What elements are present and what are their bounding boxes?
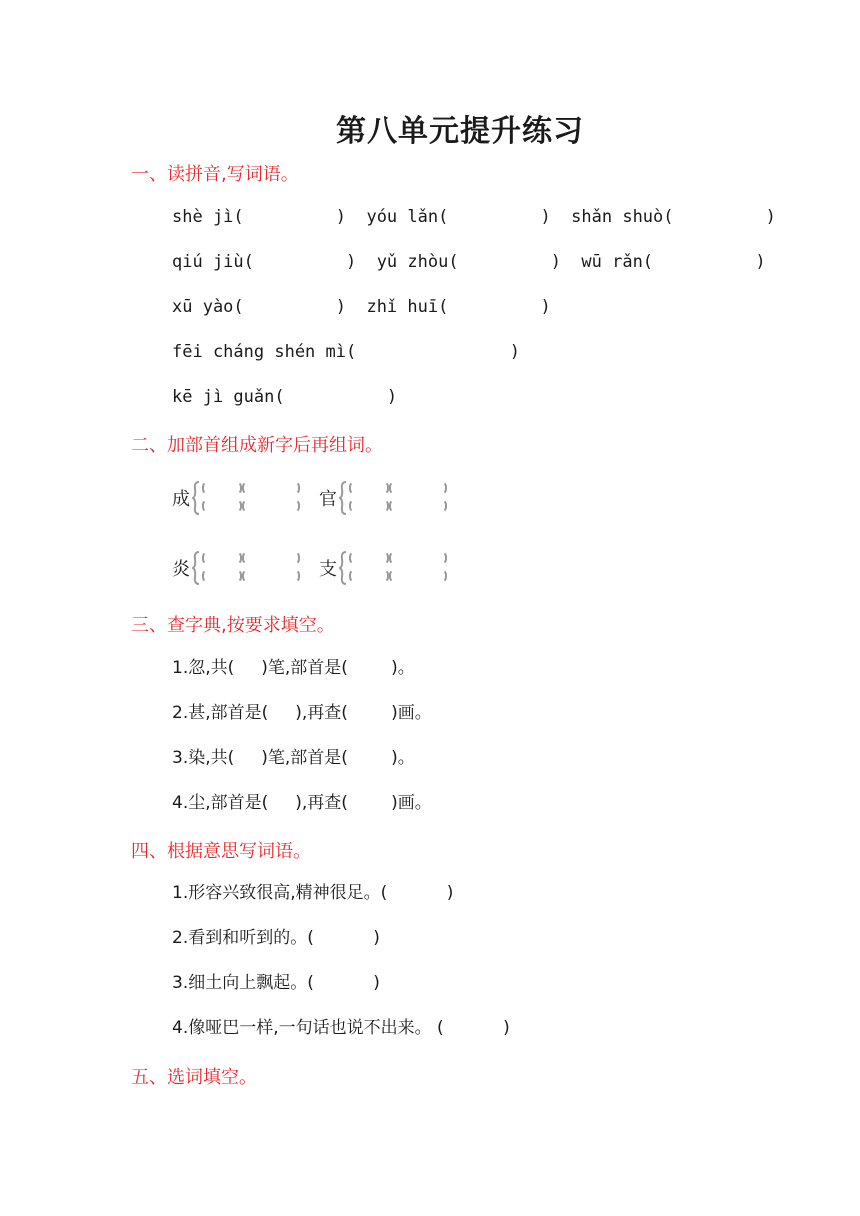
word-blank[interactable] xyxy=(242,481,300,497)
dictionary-question-2: 2.甚,部首是( ),再查( )画。 xyxy=(172,703,432,723)
word-blank[interactable] xyxy=(242,551,300,567)
radical-group-1 xyxy=(172,476,300,520)
dictionary-question-1: 1.忽,共( )笔,部首是( )。 xyxy=(172,658,415,678)
radical-blank[interactable] xyxy=(202,499,242,515)
radical-group-3 xyxy=(172,546,300,590)
radical-blank[interactable] xyxy=(349,569,389,585)
word-blank[interactable] xyxy=(389,499,447,515)
section-heading-4: 四、根据意思写词语。 xyxy=(131,841,311,862)
section-heading-5: 五、选词填空。 xyxy=(131,1067,257,1088)
meaning-question-1: 1.形容兴致很高,精神很足。( ) xyxy=(172,883,454,903)
base-character: 支 xyxy=(319,559,337,580)
pinyin-line-1: shè jì( ) yóu lǎn( ) shǎn shuò( ) xyxy=(172,207,776,227)
brace-icon xyxy=(339,481,347,515)
radical-group-2 xyxy=(319,476,447,520)
section-heading-2: 二、加部首组成新字后再组词。 xyxy=(131,435,383,456)
section-heading-1: 一、读拼音,写词语。 xyxy=(131,164,299,185)
meaning-question-3: 3.细土向上飘起。( ) xyxy=(172,973,380,993)
pinyin-line-3: xū yào( ) zhǐ huī( ) xyxy=(172,297,551,317)
radical-blank[interactable] xyxy=(349,499,389,515)
base-character: 官 xyxy=(319,489,337,510)
meaning-question-4: 4.像哑巴一样,一句话也说不出来。 ( ) xyxy=(172,1018,510,1038)
pinyin-line-5: kē jì guǎn( ) xyxy=(172,387,398,407)
meaning-question-2: 2.看到和听到的。( ) xyxy=(172,928,380,948)
brace-icon xyxy=(192,551,200,585)
radical-blank[interactable] xyxy=(202,481,242,497)
word-blank[interactable] xyxy=(389,551,447,567)
brace-icon xyxy=(339,551,347,585)
radical-blank[interactable] xyxy=(349,481,389,497)
radical-blank[interactable] xyxy=(202,551,242,567)
word-blank[interactable] xyxy=(242,499,300,515)
base-character: 成 xyxy=(172,489,190,510)
radical-group-4 xyxy=(319,546,447,590)
dictionary-question-4: 4.尘,部首是( ),再查( )画。 xyxy=(172,793,432,813)
radical-blank[interactable] xyxy=(202,569,242,585)
dictionary-question-3: 3.染,共( )笔,部首是( )。 xyxy=(172,748,415,768)
pinyin-line-4: fēi cháng shén mì( ) xyxy=(172,342,520,362)
word-blank[interactable] xyxy=(242,569,300,585)
base-character: 炎 xyxy=(172,559,190,580)
radical-blank[interactable] xyxy=(349,551,389,567)
pinyin-line-2: qiú jiù( ) yǔ zhòu( ) wū rǎn( ) xyxy=(172,252,766,272)
word-blank[interactable] xyxy=(389,481,447,497)
word-blank[interactable] xyxy=(389,569,447,585)
page-title: 第八单元提升练习 xyxy=(336,114,584,149)
section-heading-3: 三、查字典,按要求填空。 xyxy=(131,615,335,636)
brace-icon xyxy=(192,481,200,515)
